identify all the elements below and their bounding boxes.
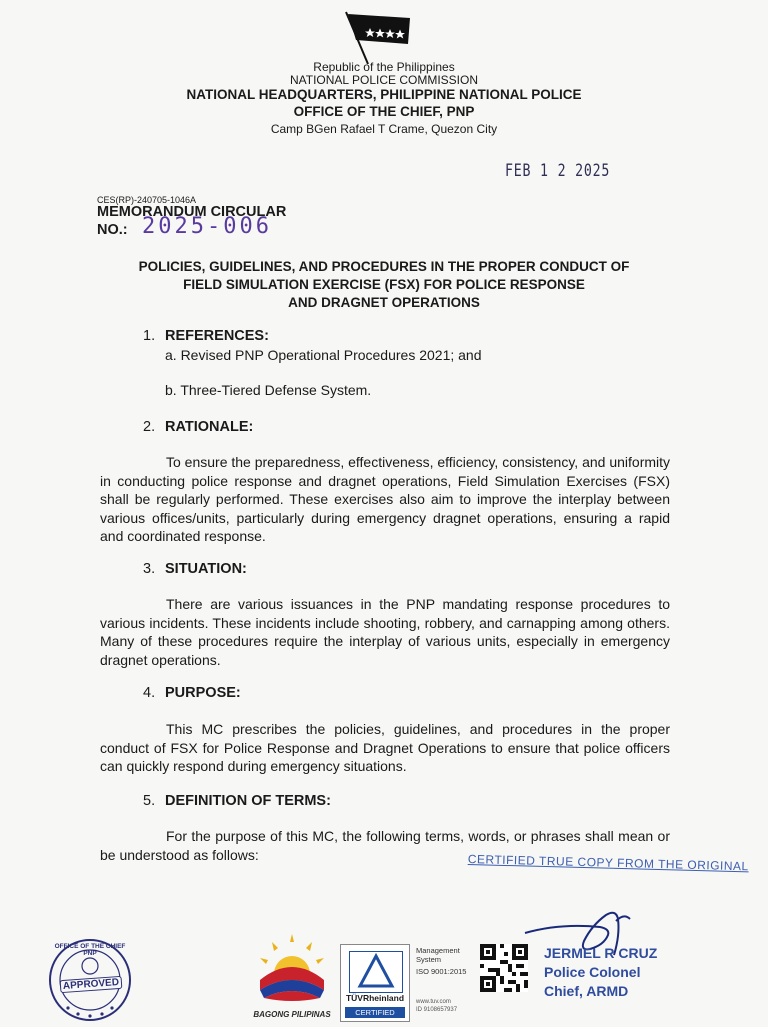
section-number: 1.	[143, 328, 156, 344]
section-number: 4.	[143, 685, 156, 701]
seal-ring-text: OFFICE OF THE CHIEF PNP	[54, 943, 126, 957]
title-line-2: FIELD SIMULATION EXERCISE (FSX) FOR POLICE RESPONSE	[183, 277, 585, 292]
section-heading-text: SITUATION:	[165, 561, 247, 577]
date-stamp: FEB 1 2 2025	[505, 161, 611, 181]
purpose-paragraph	[100, 720, 670, 776]
header-office: OFFICE OF THE CHIEF, PNP	[293, 104, 475, 119]
header-address: Camp BGen Rafael T Crame, Quezon City	[270, 122, 498, 136]
memo-no-label: NO.:	[97, 222, 128, 238]
section-references-heading	[143, 328, 269, 344]
signatory-position: Chief, ARMD	[544, 983, 629, 999]
rationale-body: To ensure the preparedness, effectiveness, efficiency, consistency, and uniformity in conducting police response and dragnet operations, Field Simulation Exercises (FSX) shall be regularly performed. These exercises also aim to improve the interplay between various offices/units, particularly during emergency dragnet operations, ensuring a rapid and coordinated response.	[100, 454, 671, 544]
section-situation-heading	[143, 561, 247, 577]
tuv-certified-label: CERTIFIED	[345, 1007, 405, 1018]
header-republic: Republic of the Philippines	[313, 60, 455, 74]
pnp-flag-logo	[340, 8, 420, 68]
header-commission: NATIONAL POLICE COMMISSION	[289, 73, 479, 87]
section-number: 2.	[143, 419, 156, 435]
document-title	[0, 258, 768, 312]
certified-true-copy-stamp: CERTIFIED TRUE COPY FROM THE ORIGINAL	[467, 852, 749, 874]
section-heading-text: DEFINITION OF TERMS:	[165, 793, 331, 809]
iso-text: ISO 9001:2015	[416, 967, 467, 976]
approved-seal	[48, 938, 132, 1022]
situation-paragraph	[100, 595, 670, 669]
tuv-id: ID 9108657937	[416, 1007, 458, 1013]
bagong-pilipinas-text: BAGONG PILIPINAS	[253, 1010, 331, 1019]
tuv-badge	[340, 944, 410, 1022]
signatory-rank: Police Colonel	[544, 964, 641, 980]
section-heading-text: REFERENCES:	[165, 328, 269, 344]
section-heading-text: PURPOSE:	[165, 685, 241, 701]
signatory-name: JERMEL R CRUZ	[544, 945, 658, 961]
control-number: CES(RP)-240705-1046A	[97, 195, 197, 205]
tuv-name: TÜVRheinland	[345, 993, 405, 1003]
reference-item-a: a. Revised PNP Operational Procedures 2021; and	[165, 347, 482, 363]
definitions-body: For the purpose of this MC, the following terms, words, or phrases shall mean or be understood as follows:	[100, 828, 670, 863]
title-line-3: AND DRAGNET OPERATIONS	[288, 295, 480, 310]
rationale-paragraph	[100, 453, 670, 546]
section-number: 5.	[143, 793, 156, 809]
management-system-text: Management System	[416, 946, 460, 964]
bagong-pilipinas-logo	[254, 932, 330, 1024]
section-purpose-heading	[143, 685, 241, 701]
approved-label: APPROVED	[60, 976, 123, 993]
section-rationale-heading	[143, 419, 253, 435]
section-heading-text: RATIONALE:	[165, 419, 254, 435]
section-number: 3.	[143, 561, 156, 577]
memo-number: 2025-006	[142, 214, 272, 239]
header-headquarters: NATIONAL HEADQUARTERS, PHILIPPINE NATIONAL POLICE	[186, 87, 582, 102]
tuv-url: www.tuv.com	[416, 999, 451, 1005]
title-line-1: POLICIES, GUIDELINES, AND PROCEDURES IN THE PROPER CONDUCT OF	[138, 259, 630, 274]
memo-type-label: MEMORANDUM CIRCULAR	[97, 204, 287, 220]
situation-body: There are various issuances in the PNP mandating response procedures to various incidents. These incidents include shooting, robbery, and carnapping among others. Many of these procedures require the interplay of various units, especially in emergency dragnet operations.	[100, 596, 670, 668]
reference-item-b: b. Three-Tiered Defense System.	[165, 382, 372, 398]
tuv-triangle-icon	[349, 951, 403, 993]
purpose-body: This MC prescribes the policies, guidelines, and procedures in the proper conduct of FSX for Police Response and Dragnet Operations to ensure that police officers can quickly respond during emergency situations.	[100, 721, 670, 774]
section-definitions-heading	[143, 793, 331, 809]
